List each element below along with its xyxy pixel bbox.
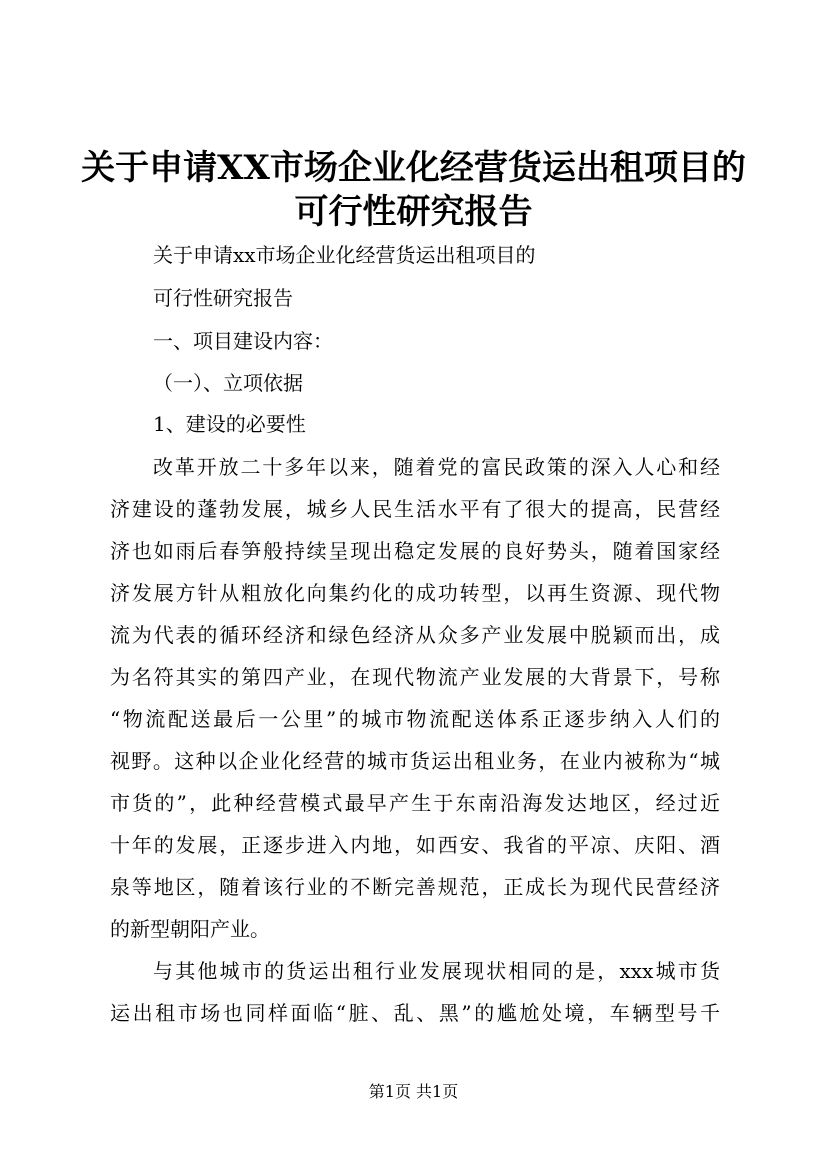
item-heading: 1、建设的必要性 [153, 412, 306, 436]
paragraph-line: 济建设的蓬勃发展，城乡人民生活水平有了很大的提高，民营经 [110, 497, 720, 521]
subtitle-line-1: 关于申请xx市场企业化经营货运出租项目的 [153, 243, 536, 267]
paragraph-line: 市货的”，此种经营模式最早产生于东南沿海发达地区，经过近 [110, 791, 720, 815]
paragraph-line: 济也如雨后春笋般持续呈现出稳定发展的良好势头，随着国家经 [110, 539, 720, 563]
paragraph-line: 流为代表的循环经济和绿色经济从众多产业发展中脱颖而出，成 [110, 623, 720, 647]
subsection-heading: （一）、立项依据 [153, 371, 303, 395]
paragraph-line: 视野。这种以企业化经营的城市货运出租业务，在业内被称为“城 [110, 749, 720, 773]
paragraph-line: 运出租市场也同样面临“脏、乱、黑”的尴尬处境，车辆型号千 [110, 1001, 720, 1025]
document-title-line-2: 可行性研究报告 [294, 192, 533, 232]
page-footer: 第1页 共1页 [368, 1082, 459, 1101]
paragraph-line: 改革开放二十多年以来，随着党的富民政策的深入人心和经 [153, 455, 720, 479]
document-title-line-1: 关于申请XX市场企业化经营货运出租项目的 [81, 148, 746, 188]
paragraph-line: “物流配送最后一公里”的城市物流配送体系正逐步纳入人们的 [110, 707, 720, 731]
paragraph-line: 泉等地区，随着该行业的不断完善规范，正成长为现代民营经济 [110, 875, 720, 899]
paragraph-line: 十年的发展，正逐步进入内地，如西安、我省的平凉、庆阳、酒 [110, 833, 720, 857]
section-heading: 一、项目建设内容： [153, 329, 333, 353]
subtitle-line-2: 可行性研究报告 [153, 286, 293, 310]
paragraph-line: 济发展方针从粗放化向集约化的成功转型，以再生资源、现代物 [110, 581, 720, 605]
paragraph-line: 为名符其实的第四产业，在现代物流产业发展的大背景下，号称 [110, 665, 720, 689]
paragraph-line: 的新型朝阳产业。 [110, 917, 270, 941]
paragraph-line: 与其他城市的货运出租行业发展现状相同的是，xxx城市货 [153, 959, 720, 983]
